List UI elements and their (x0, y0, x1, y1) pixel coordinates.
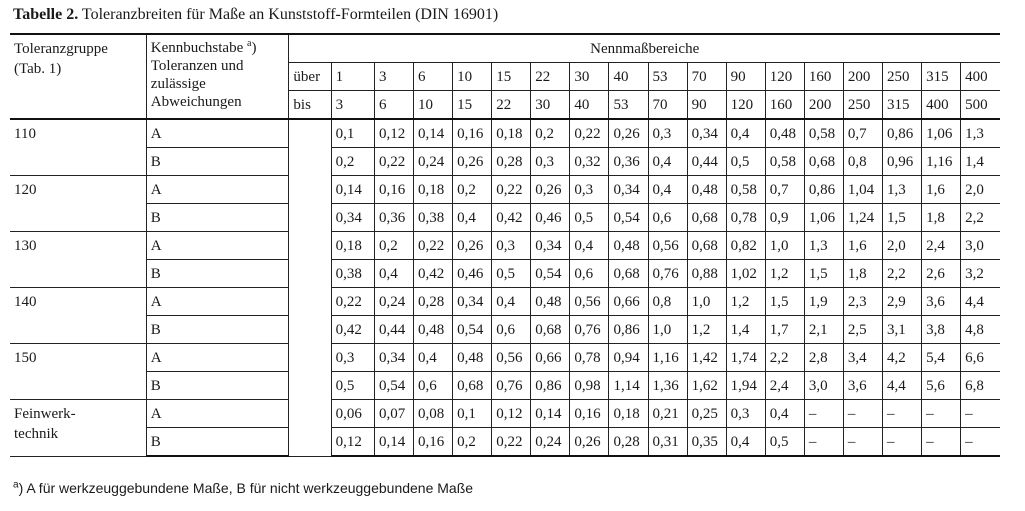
value-cell: 2,5 (843, 316, 882, 344)
letter-cell: B (146, 204, 289, 232)
value-cell: 3,6 (922, 288, 961, 316)
value-cell: 0,2 (531, 119, 570, 148)
value-cell: 0,4 (374, 260, 413, 288)
value-cell: 1,04 (843, 176, 882, 204)
value-cell: 1,24 (843, 204, 882, 232)
value-cell: 0,18 (492, 119, 531, 148)
value-cell: 0,56 (492, 344, 531, 372)
value-cell: 0,26 (453, 148, 492, 176)
value-cell: 0,4 (648, 148, 687, 176)
over-value: 90 (726, 63, 765, 91)
value-cell: 0,68 (687, 232, 726, 260)
value-cell: 4,2 (882, 344, 921, 372)
value-cell: 0,66 (531, 344, 570, 372)
value-cell: 0,22 (331, 288, 374, 316)
value-cell: 1,4 (961, 148, 1000, 176)
value-cell: 1,8 (922, 204, 961, 232)
table-row (10, 344, 1000, 372)
value-cell: 1,5 (882, 204, 921, 232)
value-cell: 0,86 (882, 119, 921, 148)
value-cell: 1,3 (961, 119, 1000, 148)
value-cell: 0,34 (531, 232, 570, 260)
value-cell: 0,54 (609, 204, 648, 232)
value-cell: 0,86 (804, 176, 843, 204)
value-cell: 6,6 (961, 344, 1000, 372)
over-value: 10 (453, 63, 492, 91)
value-cell: 0,94 (609, 344, 648, 372)
value-cell: 0,48 (453, 344, 492, 372)
value-cell: 0,36 (609, 148, 648, 176)
over-value: 200 (843, 63, 882, 91)
tolerance-table (10, 33, 1000, 457)
value-cell: 1,2 (765, 260, 804, 288)
value-cell: 0,68 (687, 204, 726, 232)
value-cell: 0,8 (648, 288, 687, 316)
footnote-marker: a (13, 479, 19, 491)
value-cell: 5,6 (922, 372, 961, 400)
value-cell: 1,0 (648, 316, 687, 344)
value-cell: 1,06 (804, 204, 843, 232)
value-cell: 1,16 (922, 148, 961, 176)
to-value: 160 (765, 91, 804, 120)
value-cell: 0,3 (531, 148, 570, 176)
letter-cell: A (146, 344, 289, 372)
value-cell: – (922, 428, 961, 457)
over-value: 6 (414, 63, 453, 91)
letter-cell: A (146, 176, 289, 204)
value-cell: 0,4 (570, 232, 609, 260)
value-cell: 0,58 (804, 119, 843, 148)
group-cell: 110 (10, 119, 146, 176)
value-cell: 1,0 (687, 288, 726, 316)
over-value: 70 (687, 63, 726, 91)
to-value: 6 (374, 91, 413, 120)
value-cell: 0,14 (414, 119, 453, 148)
value-cell: 0,06 (331, 400, 374, 428)
over-value: 30 (570, 63, 609, 91)
value-cell: 0,5 (726, 148, 765, 176)
value-cell: 0,68 (609, 260, 648, 288)
value-cell: 0,22 (492, 428, 531, 457)
value-cell: 0,4 (453, 204, 492, 232)
to-value: 400 (922, 91, 961, 120)
value-cell: 0,4 (492, 288, 531, 316)
table-row (10, 400, 1000, 428)
value-cell: 0,31 (648, 428, 687, 457)
value-cell: 0,4 (648, 176, 687, 204)
over-value: 22 (531, 63, 570, 91)
value-cell: 0,25 (687, 400, 726, 428)
value-cell: 3,6 (843, 372, 882, 400)
table-row (10, 372, 1000, 400)
value-cell: 0,18 (414, 176, 453, 204)
value-cell: 0,3 (331, 344, 374, 372)
value-cell: 0,9 (765, 204, 804, 232)
value-cell: 0,22 (570, 119, 609, 148)
value-cell: 0,68 (453, 372, 492, 400)
to-value: 40 (570, 91, 609, 120)
value-cell: 0,2 (331, 148, 374, 176)
value-cell: 0,68 (804, 148, 843, 176)
value-cell: 1,4 (726, 316, 765, 344)
value-cell: 0,6 (414, 372, 453, 400)
value-cell: – (922, 400, 961, 428)
letter-cell: B (146, 148, 289, 176)
value-cell: 0,34 (331, 204, 374, 232)
value-cell: 0,34 (374, 344, 413, 372)
value-cell: 3,8 (922, 316, 961, 344)
value-cell: 1,74 (726, 344, 765, 372)
group-cell: 130 (10, 232, 146, 288)
value-cell: 0,14 (374, 428, 413, 457)
value-cell: 0,5 (570, 204, 609, 232)
to-value: 10 (414, 91, 453, 120)
value-cell: 0,24 (414, 148, 453, 176)
value-cell: 0,76 (492, 372, 531, 400)
value-cell: 1,62 (687, 372, 726, 400)
value-cell: 0,16 (570, 400, 609, 428)
to-value: 3 (331, 91, 374, 120)
value-cell: 0,26 (453, 232, 492, 260)
over-value: 315 (922, 63, 961, 91)
value-cell: 0,26 (609, 119, 648, 148)
over-value: 3 (374, 63, 413, 91)
value-cell: 0,28 (609, 428, 648, 457)
letter-cell: A (146, 119, 289, 148)
value-cell: 0,5 (331, 372, 374, 400)
value-cell: 0,2 (453, 428, 492, 457)
value-cell: 0,4 (726, 119, 765, 148)
value-cell: – (804, 428, 843, 457)
value-cell: 0,56 (570, 288, 609, 316)
value-cell: 0,58 (726, 176, 765, 204)
value-cell: 0,42 (331, 316, 374, 344)
table-row (10, 148, 1000, 176)
table-row (10, 232, 1000, 260)
value-cell: 2,4 (922, 232, 961, 260)
letter-cell: A (146, 400, 289, 428)
to-value: 15 (453, 91, 492, 120)
table-row (10, 288, 1000, 316)
table-caption-label: Tabelle 2. (13, 6, 79, 23)
value-cell: 0,36 (374, 204, 413, 232)
value-cell: 1,9 (804, 288, 843, 316)
header-kb-line4: Abweichungen (150, 94, 242, 110)
table-caption-text: Toleranzbreiten für Maße an Kunststoff-Formteilen (DIN 16901) (81, 6, 499, 23)
value-cell: 0,16 (374, 176, 413, 204)
value-cell: 0,48 (531, 288, 570, 316)
group-cell: Feinwerk- technik (10, 400, 146, 457)
header-group-line2: (Tab. 1) (14, 61, 62, 77)
letter-cell: B (146, 260, 289, 288)
to-value: 90 (687, 91, 726, 120)
letter-cell: B (146, 316, 289, 344)
value-cell: 3,0 (961, 232, 1000, 260)
value-cell: 0,44 (687, 148, 726, 176)
value-cell: 0,18 (609, 400, 648, 428)
to-value: 250 (843, 91, 882, 120)
over-value: 1 (331, 63, 374, 91)
value-cell: 0,34 (687, 119, 726, 148)
value-cell: 0,5 (765, 428, 804, 457)
value-cell: 5,4 (922, 344, 961, 372)
value-cell: 0,6 (492, 316, 531, 344)
value-cell: 3,1 (882, 316, 921, 344)
to-value: 30 (531, 91, 570, 120)
value-cell: 1,14 (609, 372, 648, 400)
letter-cell: B (146, 372, 289, 400)
value-cell: 0,07 (374, 400, 413, 428)
over-value: 15 (492, 63, 531, 91)
value-cell: 2,2 (765, 344, 804, 372)
value-cell: 0,34 (609, 176, 648, 204)
value-cell: 1,8 (843, 260, 882, 288)
value-cell: 0,86 (609, 316, 648, 344)
value-cell: 0,34 (453, 288, 492, 316)
value-cell: 0,86 (531, 372, 570, 400)
value-cell: 0,32 (570, 148, 609, 176)
value-cell: 0,2 (374, 232, 413, 260)
value-cell: 0,56 (648, 232, 687, 260)
header-kb-line1: Kennbuchstabe $^a$) (150, 38, 257, 56)
value-cell: 2,0 (882, 232, 921, 260)
value-cell: 4,4 (961, 288, 1000, 316)
value-cell: 1,0 (765, 232, 804, 260)
value-cell: 0,42 (414, 260, 453, 288)
footnote-text: A für werkzeuggebundene Maße, B für nicht werkzeuggebundene Maße (26, 480, 474, 496)
value-cell: – (843, 428, 882, 457)
value-cell: 0,38 (331, 260, 374, 288)
header-kb-cell (146, 34, 289, 119)
value-cell: 0,66 (609, 288, 648, 316)
value-cell: 0,5 (492, 260, 531, 288)
to-value: 70 (648, 91, 687, 120)
value-cell: 2,8 (804, 344, 843, 372)
value-cell: 4,8 (961, 316, 1000, 344)
over-value: 53 (648, 63, 687, 91)
table-row (10, 260, 1000, 288)
value-cell: 0,54 (374, 372, 413, 400)
value-cell: 0,14 (331, 176, 374, 204)
value-cell: 1,94 (726, 372, 765, 400)
to-value: 120 (726, 91, 765, 120)
value-cell: 0,68 (531, 316, 570, 344)
value-cell: 0,12 (374, 119, 413, 148)
value-cell: 2,4 (765, 372, 804, 400)
table-row (10, 428, 1000, 457)
to-value: 315 (882, 91, 921, 120)
value-cell: 0,7 (765, 176, 804, 204)
over-value: 250 (882, 63, 921, 91)
group-cell: 140 (10, 288, 146, 344)
value-cell: – (882, 400, 921, 428)
value-cell: – (961, 400, 1000, 428)
group-cell: 150 (10, 344, 146, 400)
value-cell: 0,38 (414, 204, 453, 232)
value-cell: 0,76 (570, 316, 609, 344)
value-cell: 0,48 (609, 232, 648, 260)
value-cell: 0,21 (648, 400, 687, 428)
header-kb-line3: zulässige (150, 76, 206, 92)
value-cell: 1,2 (726, 288, 765, 316)
to-value: 200 (804, 91, 843, 120)
value-cell: 0,8 (843, 148, 882, 176)
blank-over-bis-cell (289, 119, 331, 456)
header-group-cell (10, 34, 146, 119)
value-cell: 6,8 (961, 372, 1000, 400)
value-cell: 0,35 (687, 428, 726, 457)
value-cell: 1,42 (687, 344, 726, 372)
value-cell: 0,1 (331, 119, 374, 148)
value-cell: 0,44 (374, 316, 413, 344)
header-kb-sup: a (247, 38, 252, 49)
value-cell: 0,46 (531, 204, 570, 232)
value-cell: 0,26 (531, 176, 570, 204)
value-cell: 0,42 (492, 204, 531, 232)
header-row-1 (10, 34, 1000, 63)
over-value: 400 (961, 63, 1000, 91)
value-cell: 0,26 (570, 428, 609, 457)
value-cell: 2,2 (882, 260, 921, 288)
to-value: 22 (492, 91, 531, 120)
over-value: 40 (609, 63, 648, 91)
value-cell: 0,22 (374, 148, 413, 176)
value-cell: 0,78 (570, 344, 609, 372)
value-cell: 0,4 (726, 428, 765, 457)
header-kb-line1-text: Kennbuchstabe (150, 40, 244, 56)
table-row (10, 176, 1000, 204)
value-cell: 0,58 (765, 148, 804, 176)
letter-cell: A (146, 288, 289, 316)
value-cell: 0,7 (843, 119, 882, 148)
value-cell: 0,4 (765, 400, 804, 428)
value-cell: 0,22 (414, 232, 453, 260)
value-cell: 0,76 (648, 260, 687, 288)
value-cell: 0,1 (453, 400, 492, 428)
value-cell: 1,5 (765, 288, 804, 316)
value-cell: 2,1 (804, 316, 843, 344)
value-cell: – (804, 400, 843, 428)
value-cell: 1,2 (687, 316, 726, 344)
value-cell: 1,36 (648, 372, 687, 400)
value-cell: 2,9 (882, 288, 921, 316)
to-value: 500 (961, 91, 1000, 120)
footnote: $^a$) A für werkzeuggebundene Maße, B für nicht werkzeuggebundene Maße (13, 479, 474, 496)
over-value: 120 (765, 63, 804, 91)
value-cell: 0,3 (726, 400, 765, 428)
value-cell: 3,0 (804, 372, 843, 400)
value-cell: 0,3 (492, 232, 531, 260)
header-kb-line2: Toleranzen und (150, 58, 244, 74)
value-cell: 0,48 (765, 119, 804, 148)
value-cell: 0,28 (414, 288, 453, 316)
value-cell: 0,46 (453, 260, 492, 288)
letter-cell: A (146, 232, 289, 260)
value-cell: 0,14 (531, 400, 570, 428)
value-cell: 0,6 (648, 204, 687, 232)
value-cell: 0,4 (414, 344, 453, 372)
value-cell: 1,5 (804, 260, 843, 288)
value-cell: 0,08 (414, 400, 453, 428)
value-cell: 0,2 (453, 176, 492, 204)
value-cell: – (961, 428, 1000, 457)
table-row (10, 119, 1000, 148)
value-cell: 0,28 (492, 148, 531, 176)
value-cell: 2,6 (922, 260, 961, 288)
value-cell: 1,06 (922, 119, 961, 148)
value-cell: 0,54 (531, 260, 570, 288)
value-cell: 0,16 (453, 119, 492, 148)
value-cell: 0,3 (570, 176, 609, 204)
value-cell: 0,88 (687, 260, 726, 288)
value-cell: 2,0 (961, 176, 1000, 204)
value-cell: 1,16 (648, 344, 687, 372)
value-cell: 0,48 (687, 176, 726, 204)
value-cell: 0,16 (414, 428, 453, 457)
header-group-line1: Toleranzgruppe (14, 41, 108, 57)
table-row (10, 316, 1000, 344)
value-cell: 0,22 (492, 176, 531, 204)
value-cell: 1,6 (843, 232, 882, 260)
value-cell: – (843, 400, 882, 428)
over-value: 160 (804, 63, 843, 91)
value-cell: 1,6 (922, 176, 961, 204)
to-value: 53 (609, 91, 648, 120)
value-cell: 1,3 (804, 232, 843, 260)
value-cell: 0,98 (570, 372, 609, 400)
value-cell: – (882, 428, 921, 457)
value-cell: 0,78 (726, 204, 765, 232)
group-cell: 120 (10, 176, 146, 232)
table-caption (13, 6, 498, 24)
value-cell: 0,82 (726, 232, 765, 260)
value-cell: 1,3 (882, 176, 921, 204)
value-cell: 0,24 (531, 428, 570, 457)
value-cell: 0,48 (414, 316, 453, 344)
value-cell: 0,24 (374, 288, 413, 316)
value-cell: 0,96 (882, 148, 921, 176)
header-range-title: Nennmaßbereiche (289, 34, 1000, 63)
value-cell: 1,02 (726, 260, 765, 288)
letter-cell: B (146, 428, 289, 457)
value-cell: 3,2 (961, 260, 1000, 288)
to-label: bis (289, 91, 331, 120)
value-cell: 2,3 (843, 288, 882, 316)
value-cell: 3,4 (843, 344, 882, 372)
value-cell: 0,12 (331, 428, 374, 457)
table-row (10, 204, 1000, 232)
value-cell: 2,2 (961, 204, 1000, 232)
value-cell: 0,12 (492, 400, 531, 428)
value-cell: 4,4 (882, 372, 921, 400)
over-label: über (289, 63, 331, 91)
value-cell: 0,6 (570, 260, 609, 288)
value-cell: 0,18 (331, 232, 374, 260)
value-cell: 1,7 (765, 316, 804, 344)
value-cell: 0,54 (453, 316, 492, 344)
value-cell: 0,3 (648, 119, 687, 148)
